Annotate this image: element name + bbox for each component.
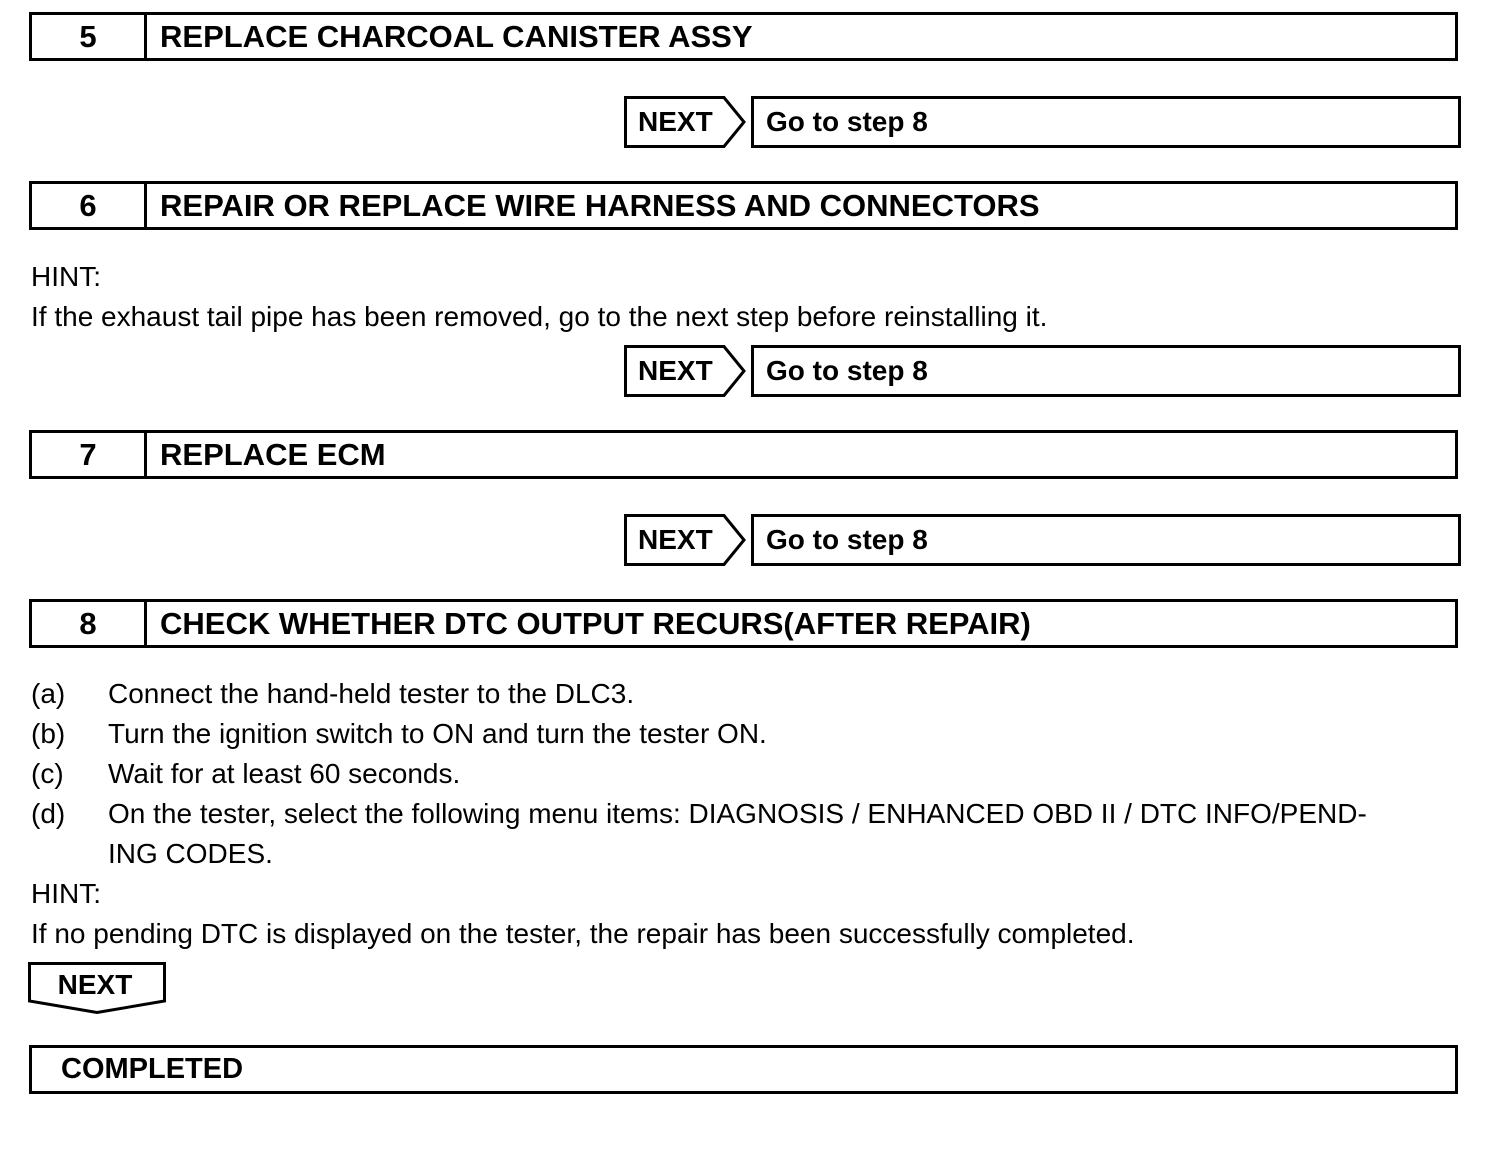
goto-step-box: Go to step 8 bbox=[751, 345, 1461, 397]
item-text: On the tester, select the following menu items: DIAGNOSIS / ENHANCED OBD II / DTC INFO/PEND- bbox=[108, 798, 1367, 829]
item-text-continued: ING CODES. bbox=[108, 838, 273, 869]
step-number: 6 bbox=[32, 184, 147, 227]
item-label: (c) bbox=[31, 758, 64, 789]
next-down-arrow bbox=[28, 962, 166, 1014]
item-text: Connect the hand-held tester to the DLC3. bbox=[108, 678, 635, 709]
hint-text: If the exhaust tail pipe has been removed, go to the next step before reinstalling it. bbox=[31, 301, 1048, 332]
step-7-header bbox=[29, 430, 1458, 479]
hint-text: If no pending DTC is displayed on the tester, the repair has been successfully completed. bbox=[31, 918, 1135, 949]
step-number: 7 bbox=[32, 433, 147, 476]
next-row-step-6 bbox=[624, 345, 1462, 397]
goto-step-box: Go to step 8 bbox=[751, 96, 1461, 148]
step-5-header bbox=[29, 12, 1458, 61]
completed-box: COMPLETED bbox=[29, 1045, 1458, 1094]
next-row-step-5 bbox=[624, 96, 1462, 148]
step-number: 5 bbox=[32, 15, 147, 58]
next-label: NEXT bbox=[57, 969, 133, 1000]
step-6-header bbox=[29, 181, 1458, 230]
step-number: 8 bbox=[32, 602, 147, 645]
next-row-step-7 bbox=[624, 514, 1462, 566]
item-label: (d) bbox=[31, 798, 66, 829]
goto-step-box: Go to step 8 bbox=[751, 514, 1461, 566]
hint-label: HINT: bbox=[31, 878, 101, 909]
item-label: (a) bbox=[31, 678, 66, 709]
step-8-header bbox=[29, 599, 1458, 648]
step-title: REPLACE ECM bbox=[160, 436, 386, 472]
next-label: NEXT bbox=[638, 355, 713, 386]
hint-label: HINT: bbox=[31, 261, 101, 292]
step-title: REPAIR OR REPLACE WIRE HARNESS AND CONNECTORS bbox=[160, 187, 1040, 223]
item-text: Turn the ignition switch to ON and turn the tester ON. bbox=[108, 718, 767, 749]
step-title: CHECK WHETHER DTC OUTPUT RECURS(AFTER REPAIR) bbox=[160, 605, 1031, 641]
item-label: (b) bbox=[31, 718, 66, 749]
item-text: Wait for at least 60 seconds. bbox=[108, 758, 461, 789]
next-label: NEXT bbox=[638, 106, 713, 137]
step-title: REPLACE CHARCOAL CANISTER ASSY bbox=[160, 18, 753, 54]
next-label: NEXT bbox=[638, 524, 713, 555]
